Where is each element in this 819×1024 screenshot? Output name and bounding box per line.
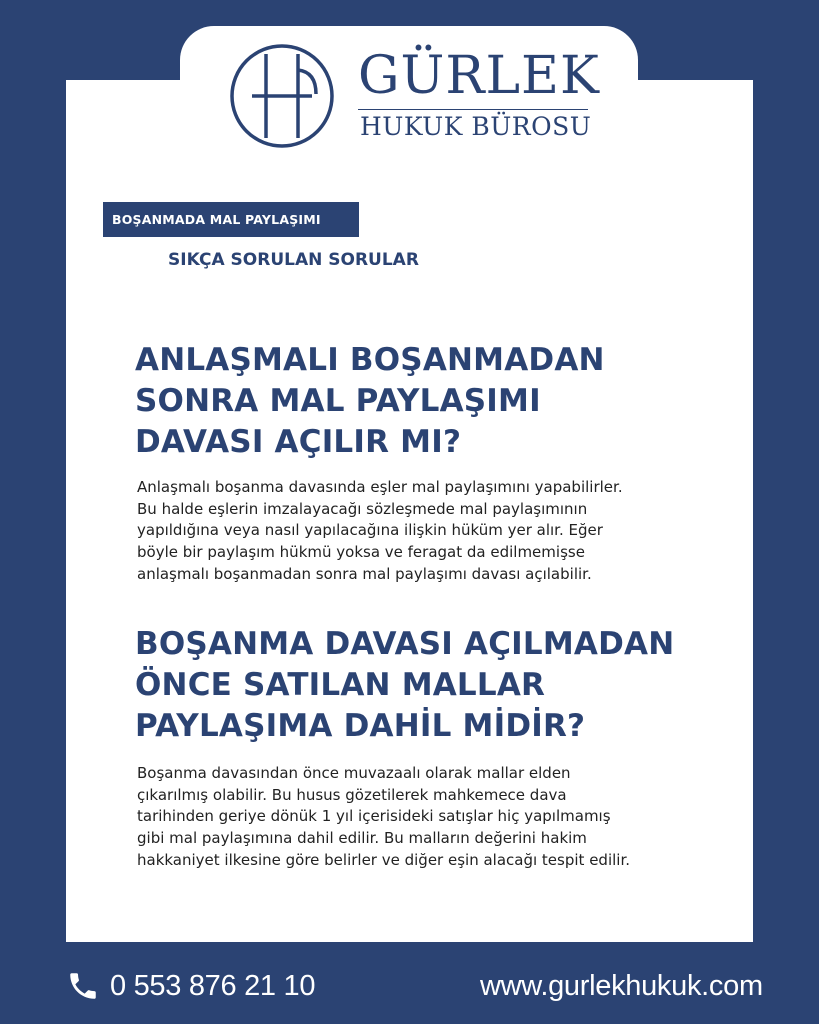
question-answer: Boşanma davasından önce muvazaalı olarak mallar elden çıkarılmış olabilir. Bu husus gözetilerek mahkemece dava tarihinden geriye dönük 1 yıl içerisideki satışlar hiç yapılmamış gibi mal paylaşımına dahil edilir. Bu malların değerini hakim hakkaniyet ilkesine göre belirler ve diğer eşin alacağı tespit edilir. [137, 764, 631, 869]
phone-icon [66, 969, 100, 1003]
brand-subtitle: HUKUK BÜROSU [360, 112, 592, 141]
brand-logo [228, 42, 608, 152]
footer-phone[interactable] [66, 966, 315, 1006]
question-title: ANLAŞMALI BOŞANMADAN SONRA MAL PAYLAŞIMI DAVASI AÇILIR MI? [135, 342, 605, 460]
question-title: BOŞANMA DAVASI AÇILMADAN ÖNCE SATILAN MALLAR PAYLAŞIMA DAHİL MİDİR? [135, 626, 675, 744]
section-label: SIKÇA SORULAN SORULAR [168, 250, 419, 270]
brand-divider [358, 109, 588, 110]
gh-monogram-icon [228, 42, 336, 150]
phone-number[interactable]: 0 553 876 21 10 [110, 969, 316, 1002]
topic-banner: BOŞANMADA MAL PAYLAŞIMI [103, 202, 359, 237]
brand-name: GÜRLEK [358, 46, 600, 106]
website-link[interactable]: www.gurlekhukuk.com [480, 970, 763, 1002]
question-answer: Anlaşmalı boşanma davasında eşler mal paylaşımını yapabilirler. Bu halde eşlerin imzalayacağı sözleşmede mal paylaşımının yapıldığına veya nasıl yapılacağına ilişkin hüküm yer alır. Eğer böyle bir paylaşım hükmü yoksa ve feragat da edilmemişse anlaşmalı boşanmadan sonra mal paylaşımı davası açılabilir. [137, 478, 623, 583]
